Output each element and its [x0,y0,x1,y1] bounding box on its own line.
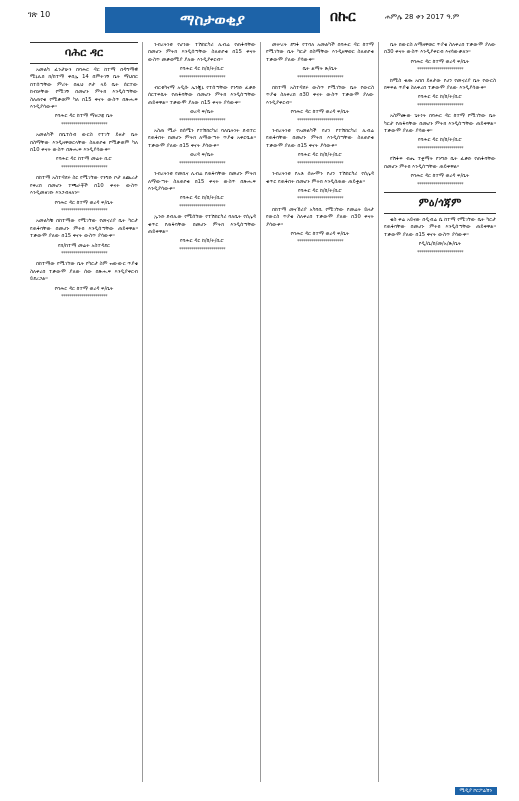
notice-text: ከሚስ ቂጡ አበበ ይዞታው የሆነ የመኖሪያ ቤት የውርስ ክፍፍል ጥያቄ ስለቀረበ ተቃውሞ ያለው እንዲያሳውቅ። [384,77,496,92]
column-heading: ምዕ/ጎጃም [384,192,496,214]
notice-separator: *********************** [297,196,343,203]
notice-signature: የባሕር ዳር ከ/ከ/ት/ቢሮ [179,195,224,202]
column-divider [142,42,143,782]
notice-signature: የባሕር ዳር ከተማ ወረዳ ፍ/ቤት [410,58,470,65]
notice-signature: የባሕር ዳር ከተማ ወረዳ ፍ/ቤት [290,230,350,237]
notice-separator: *********************** [61,207,107,214]
notice-separator: *********************** [61,164,107,171]
issue-date: ሐምሌ 28 ቀን 2017 ዓ.ም [385,13,460,21]
notice-signature: የባሕር ዳር ከተማ ወረዳ ፍ/ቤት [54,199,114,206]
column-3 [266,42,374,782]
notice-signature: የባሕር ዳር ከተማ ወረዳ ፍ/ቤት [410,173,470,180]
column-divider [378,42,379,782]
notice-text: በከተማው የሚገኘው ቤት የካርታ ስም ዝውውር ጥያቄ ስለቀረበ ተቃውሞ ያለው ሰው በጽሑፍ እንዲያቀርብ ይደረጋል። [30,261,138,283]
notice-text: ንብረትነቱ የመኪና ሊብሬ የጠፋባቸው በመሆኑ ምትክ ለማውጣት ስለጠየቁ በ15 ቀናት ውስጥ በጽሑፍ እንዲያሳውቅ። [148,171,256,192]
notice-signature: የባሕር ዳር ከተማ ወረዳ ፍ/ቤት [290,109,350,116]
notice-separator: *********************** [297,160,343,167]
notice-separator: *********************** [417,145,463,152]
notice-signature: የባሕር ዳር ከ/ከ/ት/ቢሮ [297,152,342,159]
notice-signature: የባሕር ዳር ከተማ መሬት ቢሮ [56,156,112,163]
notice-text: አመልካች በቤተሰብ ውርስ የተገኘ ይዞታ ቤት በስማቸው እንዲዘዋወርላቸው ስለጠየቁ የሚቃወም ካለ በ10 ቀናት ውስጥ በጽሑፍ እንዲያሳውቅ። [30,132,138,154]
page-number: ገጽ 10 [28,10,51,19]
notice-text: ቤት በውርስ ለማዘዋወር ጥያቄ ስለቀረበ ተቃውሞ ያለው በ30 ቀናት ውስጥ እንዲያቀርብ እናሳውቃለን። [384,42,496,56]
notice-text: አስምሙው ጌትነት በባሕር ዳር ከተማ የሚገኘው ቤት ካርታ የጠፋባቸው በመሆኑ ምትክ እንዲሰጣቸው ጠይቀዋል። ተቃውሞ ያለው ያሳውቅ። [384,113,496,135]
notice-separator: *********************** [417,249,463,256]
notice-text: ብርቱካናማ አዲሱ ኤንጂኒ የተሰጣቸው የንግድ ፈቃድ ሰርተፍኬት የጠፋባቸው በመሆኑ ምትክ እንዲሰጣቸው ጠይቀዋል። ተቃውሞ ያለው በ15 ቀናት ያሳውቅ። [148,85,256,106]
footer-badge: ሚዲያ ኮርፖሬሽን [455,787,498,795]
column-1 [30,42,138,782]
notice-list [384,217,496,257]
notice-text: ንብረትነቱ የአቶ ሰሎሞን የሆነ ተሽከርካሪ የሰሌዳ ቁጥር የጠፋበት በመሆኑ ምትክ እንዲሰጠው ጠይቋል። [266,171,374,185]
column-2 [148,42,256,782]
newspaper-name: በኩር [330,9,356,25]
notice-text: ንብረትነቱ የአመልካች የሆነ የተሽከርካሪ ሊብሬ የጠፋባቸው በመሆኑ ምትክ እንዲሰጣቸው ስለጠየቁ ተቃውሞ ያለው በ15 ቀናት ያሳውቅ። [266,128,374,149]
notice-text: የሽፋፍ ብሔ ተቋማት የንግድ ቤት ፈቃድ የጠፋባቸው በመሆኑ ምትክ እንዲሰጣቸው ጠይቀዋል። [384,156,496,170]
notice-signature: የባሕር ዳር ከ/ከ/ት/ቢሮ [297,187,342,194]
notice-separator: *********************** [61,293,107,300]
notice-separator: *********************** [297,117,343,124]
page-header [0,0,519,40]
column-heading: ባሕር ዳር [30,42,138,64]
notice-text: ቄስ ቀሬ አይናው በዲብሬ ሴ ከተማ የሚገኘው ቤት ካርታ የጠፋባቸው በመሆኑ ምትክ እንዲሰጣቸው ጠይቀዋል። ተቃውሞ ያለው በ15 ቀናት ውስጥ ያሳውቅ። [384,216,496,238]
notice-signature: የባሕር ዳር ከተማ ወረዳ ፍ/ቤት [54,285,114,292]
notice-separator: *********************** [61,121,107,128]
section-banner: ማስታወቂያ [105,7,320,33]
notice-text: አመልካቹ በከተማው የሚገኘው የመኖሪያ ቤት ካርታ የጠፋባቸው በመሆኑ ምትክ እንዲሰጣቸው ጠይቀዋል። ተቃውሞ ያለው በ15 ቀናት ውስጥ ያሳውቅ። [30,218,138,240]
notice-text: አስጠ ሚራ በሰሜን የተሽከርካሪ ባለቤትነት ደብተር የጠፋበት በመሆኑ ምትክ ለማውጣት ጥያቄ አቅርቧል። ተቃውሞ ያለው በ15 ቀናት ያሳውቅ። [148,128,256,149]
notice-signature: የባሕር ዳር ከ/ከ/ት/ቢሮ [179,66,224,73]
notice-separator: *********************** [417,102,463,109]
notice-separator: *********************** [179,246,225,253]
notice-list [266,42,374,247]
notice-list [30,67,138,301]
notice-text: አመልካ ፈንታሁን በባሕር ዳር ከተማ በዳግማዊ ሚኒሊክ ክ/ከተማ ቀበሌ 14 በምትገኝ ቤት ማህበር በተሰጣቸው ምሪት በዚህ ቦታ ላይ ቤት ሰርተው ከብቻቸው የሚገኝ በመሆኑ ምትክ እንዲሰጣቸው ስለጠየቁ የሚቃወም ካለ በ15 ቀናት ውስጥ በጽሑፍ እንዲያሳውቅ። [30,67,138,111]
notice-text: ንብረትነቱ የሆነው ተሽከርካሪ ሊብሬ የጠፋባቸው በመሆኑ ምትክ እንዲሰጣቸው ስለጠየቁ በ15 ቀናት ውስጥ መቃወሚያ ያለው እንዲያቀርብ። [148,42,256,63]
column-4 [384,42,496,782]
notice-signature: ወረዳ ፍ/ቤት [190,152,214,159]
notice-separator: *********************** [179,160,225,167]
notice-text: ኢንድ ደብሊው የሚሰኘው የተሽከርካሪ ባለቤት የሰሌዳ ቁጥር የጠፋባቸው በመሆኑ ምትክ እንዲሰጣቸው ጠይቀዋል። [148,214,256,235]
notice-separator: *********************** [297,74,343,81]
notice-signature: ቤት ልማት ጽ/ቤት [302,66,338,73]
notice-separator: *********************** [61,250,107,257]
notice-text: በከተማ መናኸሪያ አካባቢ የሚገኘው የመሬት ይዞታ የውርስ ጥያቄ ስለቀረበ ተቃውሞ ያለው በ30 ቀናት ያሳውቅ። [266,206,374,228]
notice-separator: *********************** [417,67,463,74]
notice-separator: *********************** [297,239,343,246]
notice-separator: *********************** [179,203,225,210]
notice-text: በከተማ አስተዳደሩ ውስጥ የሚገኘው ቤት የውርስ ጥያቄ ስለቀረበ በ30 ቀናት ውስጥ ተቃውሞ ያለው እንዲያቀርብ። [266,85,374,106]
notice-signature: የባሕር ዳር ከ/ከ/ት/ቢሮ [417,94,462,101]
notice-list [384,42,496,189]
notice-signature: የዲ/ሴ/ከ/መ/አ/ጽ/ቤት [418,241,462,248]
notice-signature: የባሕር ዳር ከ/ከ/ት/ቢሮ [179,238,224,245]
notice-text: መሠረት ደግፋ የተባለ አመልካች በባሕር ዳር ከተማ የሚገኘው ቤት ካርታ በስማቸው እንዲዘዋወር ስለጠየቁ ተቃውሞ ያለው ያሳውቅ። [266,42,374,63]
notice-signature: ወረዳ ፍ/ቤት [190,109,214,116]
notice-separator: *********************** [179,74,225,81]
notice-signature: የክ/ከተማ መሬት አስተዳደር [58,242,110,249]
notice-signature: የባሕር ዳር ከተማ ማዘጋጃ ቤት [54,113,114,120]
notice-signature: የባሕር ዳር ከ/ከ/ት/ቢሮ [417,137,462,144]
notice-separator: *********************** [417,181,463,188]
notice-separator: *********************** [179,117,225,124]
column-divider [260,42,261,782]
notice-list [148,42,256,254]
notice-text: በከተማ አስተዳደሩ ስር የሚገኘው የንግድ ቦታ ለጨረታ የቀረበ በመሆኑ ተጫራቾች በ10 ቀናት ውስጥ እንዲመዘገቡ እንጋብዛለን። [30,175,138,197]
